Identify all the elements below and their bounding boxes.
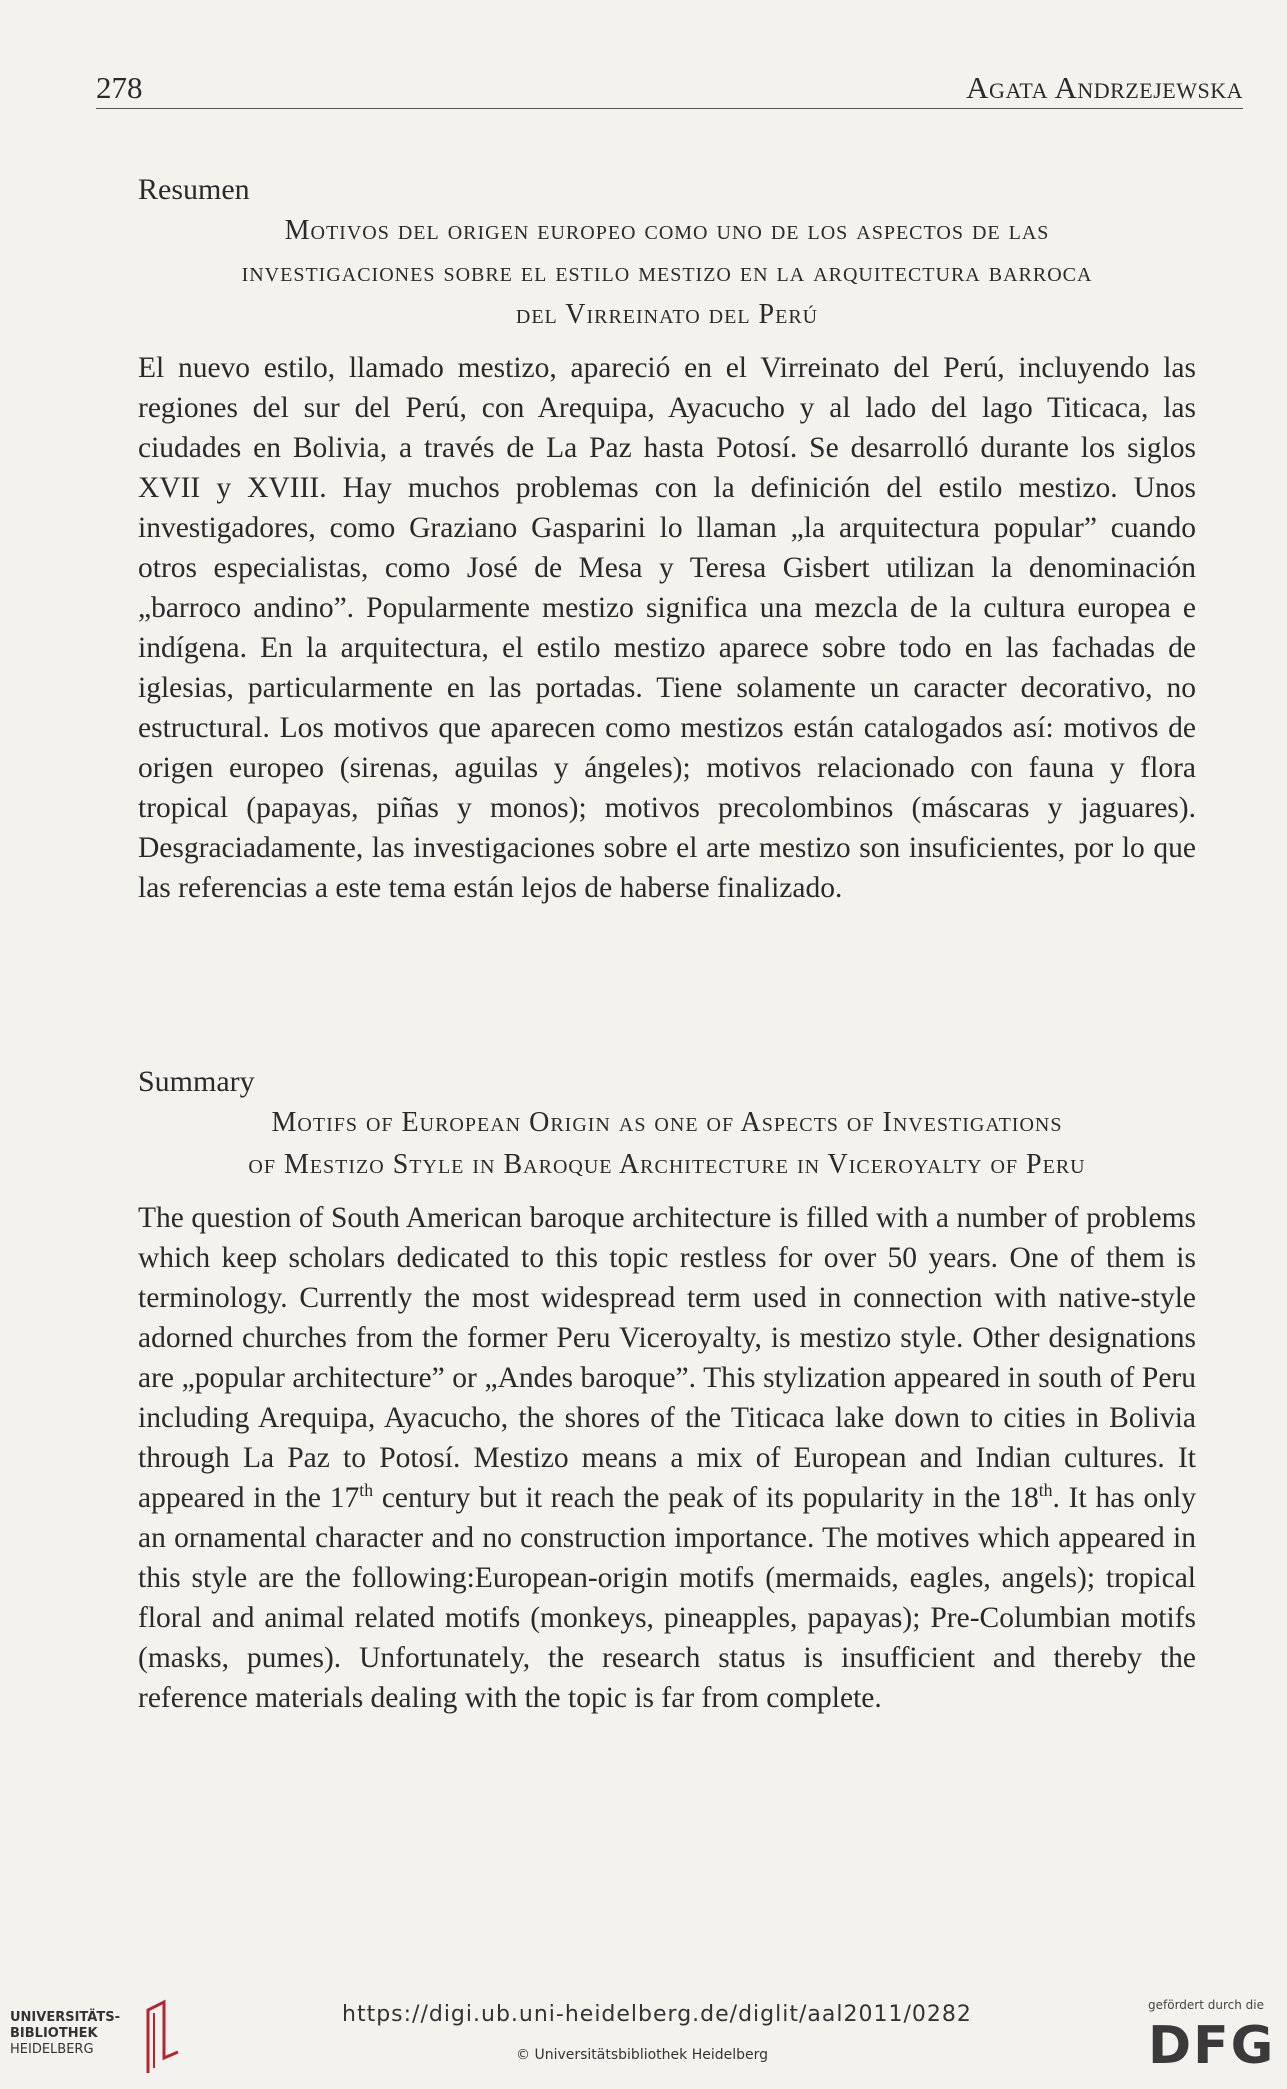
spanish-title-line: Motivos del origen europeo como uno de los aspectos de las <box>284 215 1050 246</box>
ordinal-suffix: th <box>1038 1480 1053 1501</box>
english-title <box>138 1102 1196 1186</box>
library-logo-line: BIBLIOTHEK <box>10 2026 98 2041</box>
english-body-text: . It has only an ornamental character and no construction importance. The motives which appeared in this style are the following:European-origin motifs (mermaids, eagles, angels); tropical floral and animal related motifs (monkeys, pineapples, papayas); Pre-Columbian motifs (masks, pumes). Unfortunately, the research status is insufficient and thereby the reference materials dealing with the topic is far from complete. <box>138 1482 1196 1714</box>
english-body-text: century but it reach the peak of its popularity in the 18 <box>373 1482 1039 1514</box>
library-mark-icon <box>138 1998 184 2078</box>
running-head-author: Agata Andrzejewska <box>966 70 1243 105</box>
library-logo-line: HEIDELBERG <box>10 2042 94 2057</box>
dfg-logo: DFG <box>1148 2016 1276 2076</box>
spanish-body: El nuevo estilo, llamado mestizo, apareció en el Virreinato del Perú, incluyendo las regiones del sur del Perú, con Arequipa, Ayacucho y al lado del lago Titicaca, las ciudades en Bolivia, a través de La Paz hasta Potosí. Se desarrolló durante los siglos XVII y XVIII. Hay muchos problemas con la definición del estilo mestizo. Unos investigadores, como Graziano Gasparini lo llaman „la arquitectura popular” cuando otros especialistas, como José de Mesa y Teresa Gisbert utilizan la denominación „barroco andino”. Popularmente mestizo significa una mezcla de la cultura europea e indígena. En la arquitectura, el estilo mestizo aparece sobre todo en las fachadas de iglesias, particularmente en las portadas. Tiene solamente un caracter decorativo, no estructural. Los motivos que aparecen como mestizos están catalogados así: motivos de origen europeo (sirenas, aguilas y ángeles); motivos relacionado con fauna y flora tropical (papayas, piñas y monos); motivos precolombinos (máscaras y jaguares). Desgraciadamente, las investigaciones sobre el arte mestizo son insuficientes, por lo que las referencias a este tema están lejos de haberse finalizado. <box>138 352 1196 904</box>
english-body-text: The question of South American baroque architecture is filled with a number of problems which keep scholars dedicated to this topic restless for over 50 years. One of them is terminology. Currently the most widespread term used in connection with native-style adorned churches from the former Peru Viceroyalty, is mestizo style. Other designations are „popular architecture” or „Andes baroque”. This stylization appeared in south of Peru including Arequipa, Ayacucho, the shores of the Titicaca lake down to cities in Bolivia through La Paz to Potosí. Mestizo means a mix of European and Indian cultures. It appeared in the 17 <box>138 1202 1196 1514</box>
english-title-line: of Mestizo Style in Baroque Architecture in Viceroyalty of Peru <box>248 1149 1086 1180</box>
section-label-resumen: Resumen <box>138 173 250 206</box>
library-logo <box>10 2010 120 2058</box>
ordinal-suffix: th <box>359 1480 374 1501</box>
funder-note: gefördert durch die <box>1148 1998 1264 2012</box>
english-title-line: Motifs of European Origin as one of Aspects of Investigations <box>271 1107 1063 1138</box>
header-rule <box>96 108 1243 109</box>
library-logo-line: UNIVERSITÄTS- <box>10 2010 120 2025</box>
section-label-summary: Summary <box>138 1065 255 1098</box>
spanish-title-line: del Virreinato del Perú <box>515 299 819 330</box>
page-number: 278 <box>96 70 143 105</box>
digital-object-link[interactable]: https://digi.ub.uni-heidelberg.de/diglit/aal2011/0282 <box>342 2002 972 2027</box>
spanish-title-line: investigaciones sobre el estilo mestizo en la arquitectura barroca <box>241 257 1093 288</box>
footer <box>0 1990 1287 2089</box>
spanish-title <box>138 210 1196 336</box>
copyright-notice: © Universitätsbibliothek Heidelberg <box>516 2047 769 2063</box>
english-summary <box>138 1062 1196 1718</box>
running-head <box>96 70 1243 106</box>
english-body <box>138 1198 1196 1718</box>
spanish-summary <box>138 170 1196 908</box>
